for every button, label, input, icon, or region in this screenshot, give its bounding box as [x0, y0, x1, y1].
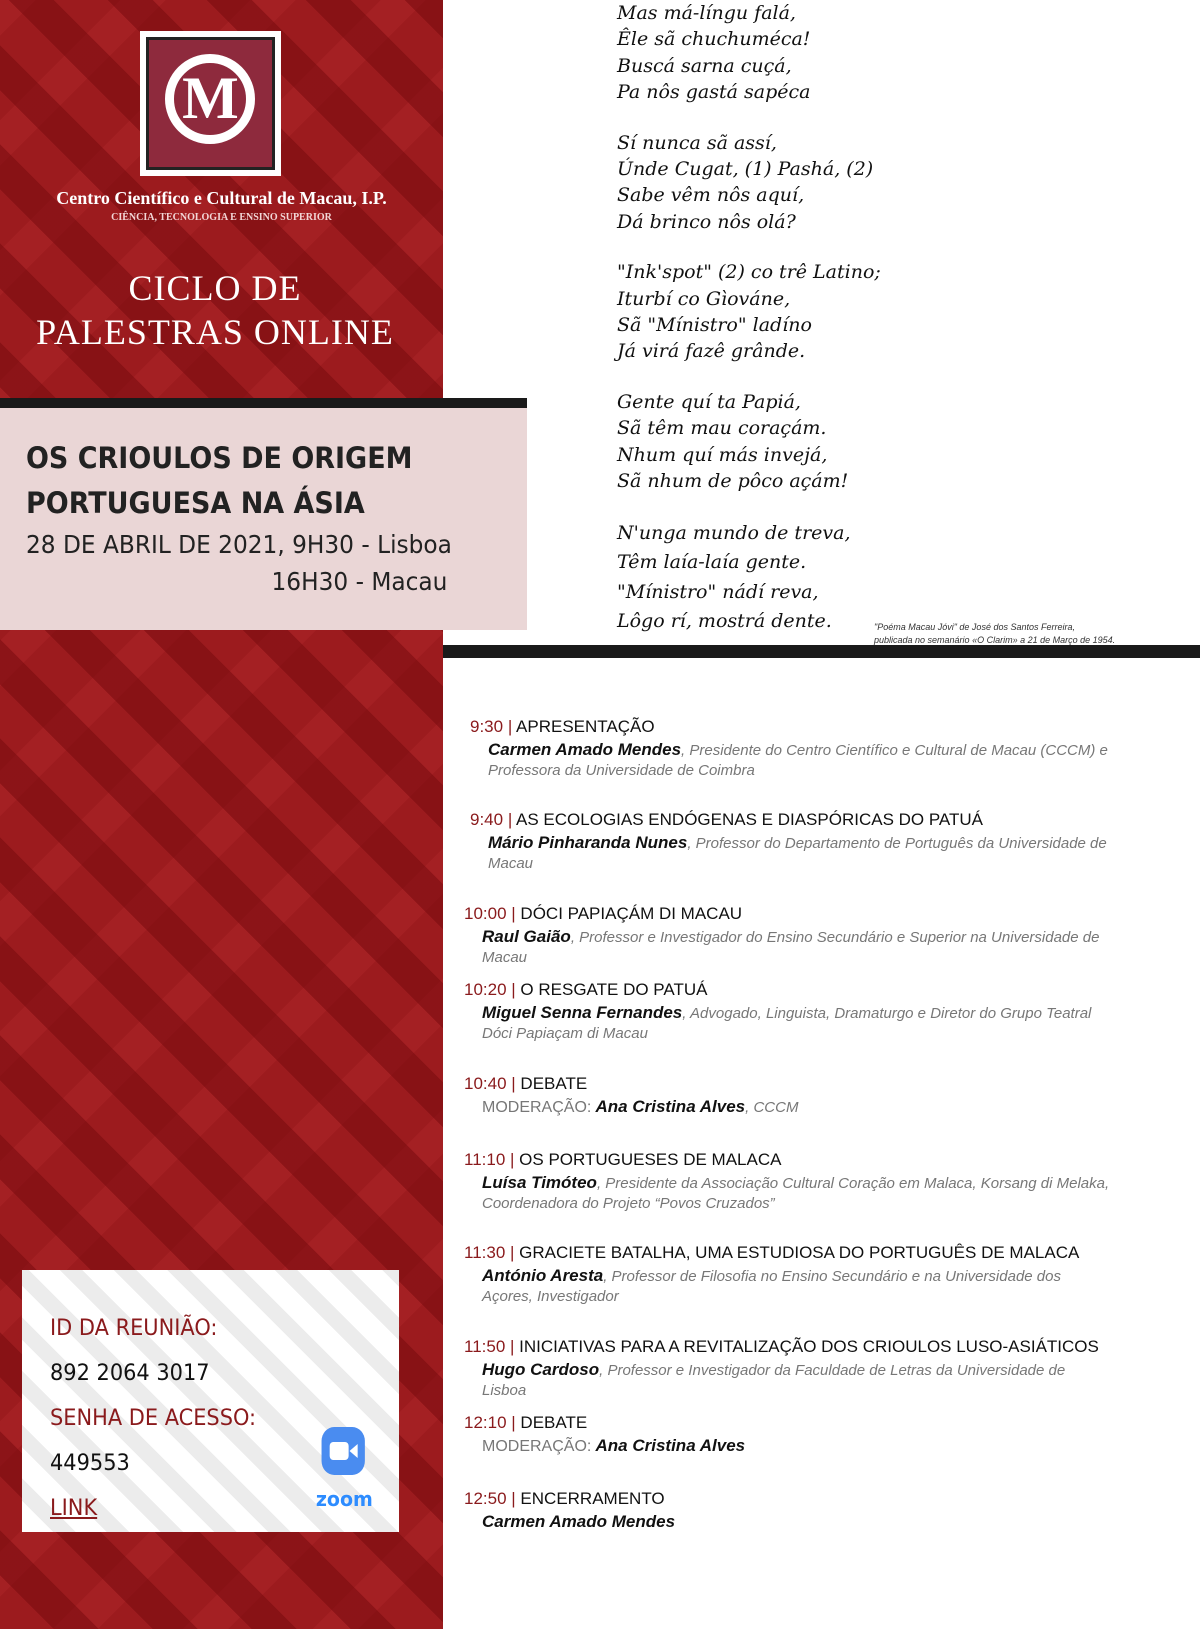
speaker-name: Ana Cristina Alves: [595, 1436, 746, 1455]
session-speaker: MODERAÇÃO: Ana Cristina Alves, CCCM: [482, 1097, 799, 1116]
poem-line: Nhum quí más invejá,: [617, 443, 828, 466]
session-title: 9:30 | APRESENTAÇÃO: [470, 717, 655, 736]
schedule-item: [470, 717, 1118, 781]
speaker-desc: , Professor e Investigador da Faculdade de Letras da Universidade de Lisboa: [482, 1362, 1066, 1399]
session-time: 10:00: [464, 904, 507, 923]
passcode-label: SENHA DE ACESSO:: [50, 1406, 257, 1431]
poem-line: Lôgo rí, mostrá dente.: [617, 610, 832, 632]
poem-line: Iturbí co Gìováne,: [617, 287, 791, 310]
speaker-desc: , Professor e Investigador do Ensino Secundário e Superior na Universidade de Macau: [482, 929, 1100, 966]
session-time: 12:10: [464, 1413, 507, 1432]
schedule-item: [464, 1150, 1112, 1214]
schedule-item: [464, 1337, 1112, 1401]
session-time: 11:50: [464, 1337, 506, 1356]
session-speaker: [482, 1173, 1112, 1214]
video-camera-icon: [322, 1427, 365, 1475]
session-time: 10:40: [464, 1074, 507, 1093]
poem-stanza: [617, 259, 881, 365]
speaker-name: Luísa Timóteo: [482, 1173, 597, 1192]
session-title: 10:40 | DEBATE: [464, 1074, 588, 1093]
schedule-item: [464, 980, 1112, 1044]
event-date: 28 DE ABRIL DE 2021, 9H30 - Lisboa: [26, 530, 452, 559]
poem-line: N'unga mundo de treva,: [617, 521, 851, 544]
speaker-desc: , Presidente do Centro Científico e Cultural de Macau (CCCM) e Professora da Universidade de Coimbra: [488, 742, 1108, 779]
passcode: 449553: [50, 1451, 130, 1476]
org-subtitle: CIÊNCIA, TECNOLOGIA E ENSINO SUPERIOR: [111, 212, 332, 223]
session-title: 12:10 | DEBATE: [464, 1413, 588, 1432]
speaker-name: Ana Cristina Alves: [595, 1097, 746, 1116]
session-time: 9:40: [470, 810, 504, 829]
session-title: 11:10 | OS PORTUGUESES DE MALACA: [464, 1150, 782, 1169]
session-speaker: [482, 1360, 1112, 1401]
speaker-desc: , Professor do Departamento de Português da Universidade de Macau: [488, 835, 1107, 872]
schedule-item: [464, 1074, 1112, 1118]
speaker-desc: , Presidente da Associação Cultural Coração em Malaca, Korsang di Melaka, Coordenadora do Projeto “Povos Cruzados”: [482, 1175, 1110, 1212]
speaker-desc: , Professor de Filosofia no Ensino Secundário e na Universidade dos Açores, Investigador: [482, 1268, 1061, 1305]
schedule-item: [464, 1413, 1112, 1457]
zoom-link[interactable]: LINK: [50, 1496, 98, 1521]
left-panel: [0, 0, 443, 1629]
cycle-title: CICLO DE PALESTRAS ONLINE: [36, 268, 394, 352]
poem-line: Dá brinco nôs olá?: [617, 210, 796, 233]
speaker-name: Mário Pinharanda Nunes: [488, 833, 688, 852]
session-title: 10:00 | DÓCI PAPIAÇÁM DI MACAU: [464, 904, 743, 923]
poem-line: Sí nunca sã assí,: [617, 131, 777, 154]
schedule-item: [470, 810, 1118, 874]
poem-line: Têm laía-laía gente.: [617, 551, 807, 573]
session-title: 10:20 | O RESGATE DO PATUÁ: [464, 980, 708, 999]
poem-stanza: [617, 0, 881, 106]
meeting-id-label: ID DA REUNIÃO:: [50, 1316, 218, 1341]
session-title: 9:40 | AS ECOLOGIAS ENDÓGENAS E DIASPÓRICAS DO PATUÁ: [470, 810, 984, 829]
speaker-name: Raul Gaião: [482, 927, 571, 946]
event-title-box: [0, 408, 527, 630]
poem-line: Sabe vêm nôs aquí,: [617, 184, 805, 207]
session-title: 11:50 | INICIATIVAS PARA A REVITALIZAÇÃO DOS CRIOULOS LUSO-ASIÁTICOS: [464, 1337, 1099, 1356]
event-time-macau: 16H30 - Macau: [271, 567, 448, 596]
org-name: Centro Científico e Cultural de Macau, I.P.: [56, 188, 387, 208]
poem-line: Únde Cugat, (1) Pashá, (2): [617, 158, 874, 181]
session-speaker: [488, 833, 1118, 874]
poem-line: Sã têm mau coraçám.: [617, 417, 827, 440]
poem-line: Já virá fazê grânde.: [617, 340, 806, 363]
schedule-item: [464, 1243, 1112, 1307]
divider: [0, 398, 527, 408]
zoom-logo: zoom: [313, 1427, 376, 1522]
session-speaker: [482, 1512, 1112, 1533]
poem-line: Sã "Mínistro" ladíno: [617, 314, 812, 337]
speaker-desc: , Advogado, Linguista, Dramaturgo e Diretor do Grupo Teatral Dóci Papiaçam di Macau: [482, 1005, 1092, 1042]
poem-line: Êle sã chuchuméca!: [617, 28, 811, 51]
speaker-name: Carmen Amado Mendes: [482, 1512, 676, 1531]
poem-line: Pa nôs gastá sapéca: [617, 81, 811, 104]
session-time: 11:30: [464, 1243, 506, 1262]
cccm-logo: M: [140, 31, 281, 176]
session-speaker: [482, 1266, 1112, 1307]
meeting-id: 892 2064 3017: [50, 1361, 210, 1386]
speaker-desc: , CCCM: [745, 1099, 799, 1116]
poem-line: "Ink'spot" (2) co trê Latino;: [617, 261, 881, 284]
poem: [617, 0, 881, 661]
session-title: 11:30 | GRACIETE BATALHA, UMA ESTUDIOSA DO PORTUGUÊS DE MALACA: [464, 1243, 1080, 1262]
session-speaker: [488, 740, 1118, 781]
schedule-item: [464, 904, 1112, 968]
poem-line: Sã nhum de pôco açám!: [617, 470, 849, 493]
session-time: 11:10: [464, 1150, 506, 1169]
zoom-info-box: [22, 1270, 399, 1532]
event-title: OS CRIOULOS DE ORIGEM PORTUGUESA NA ÁSIA: [26, 441, 413, 520]
session-speaker: [482, 1003, 1112, 1044]
poem-stanza: [617, 130, 881, 236]
session-time: 12:50: [464, 1489, 507, 1508]
poem-line: "Mínistro" nádí reva,: [617, 580, 819, 603]
divider: [443, 645, 1200, 658]
speaker-name: Carmen Amado Mendes: [488, 740, 682, 759]
poem-line: Buscá sarna cuçá,: [617, 54, 792, 77]
poem-line: Mas má-língu falá,: [617, 2, 796, 24]
session-speaker: [482, 927, 1112, 968]
poem-line: Gente quí ta Papiá,: [617, 390, 801, 413]
speaker-name: Miguel Senna Fernandes: [482, 1003, 683, 1022]
session-speaker: MODERAÇÃO: Ana Cristina Alves: [482, 1436, 746, 1455]
schedule-item: [464, 1489, 1112, 1533]
speaker-name: António Aresta: [482, 1266, 604, 1285]
session-time: 10:20: [464, 980, 507, 999]
poem-stanza: [617, 389, 881, 495]
poem-stanza: [617, 519, 881, 637]
speaker-name: Hugo Cardoso: [482, 1360, 600, 1379]
session-title: 12:50 | ENCERRAMENTO: [464, 1489, 665, 1508]
poem-credit: "Poéma Macau Jóvi" de José dos Santos Ferreira, publicada no semanário «O Clarim» a 21 de Março de 1954.: [874, 622, 1116, 645]
session-time: 9:30: [470, 717, 504, 736]
